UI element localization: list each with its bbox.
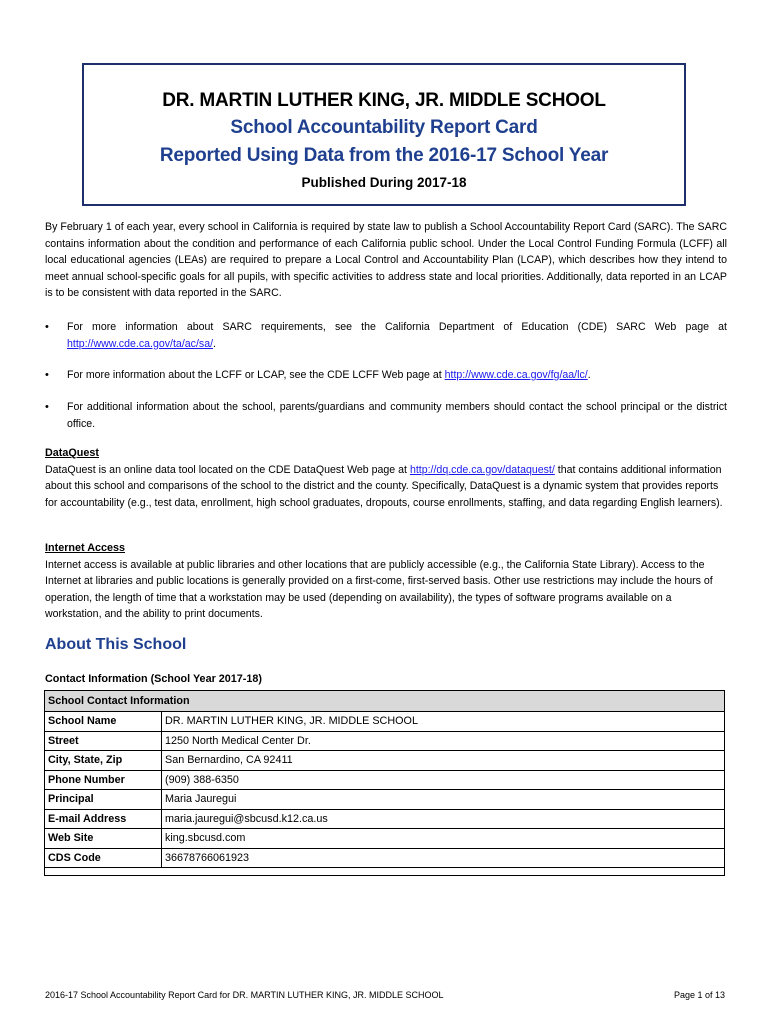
row-label: CDS Code <box>45 848 162 868</box>
page-number: Page 1 of 13 <box>673 990 725 1000</box>
table-row <box>45 829 725 849</box>
row-label: Phone Number <box>45 770 162 790</box>
row-value: San Bernardino, CA 92411 <box>162 751 725 771</box>
internet-access-text: Internet access is available at public libraries and other locations that are publicly accessible (e.g., the California State Library). Access to the Internet at libraries and public locations is generally provided on a first-come, first-served basis. Other use restrictions may include the hours of operation, the length of time that a workstation may be used (depending on availability), the types of software programs available on a workstation, and the ability to print documents. <box>45 558 713 621</box>
row-value: (909) 388-6350 <box>162 770 725 790</box>
bullet-icon: • <box>45 401 49 413</box>
row-value: maria.jauregui@sbcusd.k12.ca.us <box>162 809 725 829</box>
about-school-heading: About This School <box>45 636 187 653</box>
bullet-text: For more information about SARC requirements, see the California Department of Education (CDE) SARC Web page at http://www.cde.ca.gov/ta/ac/sa/. <box>67 321 727 350</box>
title-box <box>82 63 686 206</box>
table-spacer <box>45 868 725 876</box>
row-value: 36678766061923 <box>162 848 725 868</box>
published-line: Published During 2017-18 <box>301 175 467 190</box>
lcff-link[interactable]: http://www.cde.ca.gov/fg/aa/lc/ <box>444 369 588 381</box>
bullet-icon: • <box>45 321 49 333</box>
table-row <box>45 751 725 771</box>
intro-paragraph: By February 1 of each year, every school in California is required by state law to publish a School Accountability Report Card (SARC). The SARC contains information about the condition and performance of each California public school. Under the Local Control Funding Formula (LCFF) all local educational agencies (LEAs) are required to prepare a Local Control and Accountability Plan (LCAP), which describes how they intend to meet annual school-specific goals for all pupils, with specific activities to address state and local priorities. Additionally, data reported in an LCAP is to be consistent with data reported in the SARC. <box>45 221 727 300</box>
sarc-link[interactable]: http://www.cde.ca.gov/ta/ac/sa/ <box>67 337 214 350</box>
contact-info-caption: Contact Information (School Year 2017-18) <box>45 673 262 685</box>
table-row <box>45 809 725 829</box>
row-value: king.sbcusd.com <box>162 829 725 849</box>
dataquest-section <box>45 445 727 511</box>
internet-access-heading: Internet Access <box>45 542 126 554</box>
internet-access-section <box>45 540 727 623</box>
table-spacer-row <box>45 868 725 876</box>
table-row <box>45 712 725 732</box>
row-value: Maria Jauregui <box>162 790 725 810</box>
bullet-text: For more information about the LCFF or LCAP, see the CDE LCFF Web page at http://www.cde.ca.gov/fg/aa/lc/. <box>67 369 591 381</box>
school-name-title: DR. MARTIN LUTHER KING, JR. MIDDLE SCHOOL <box>162 90 606 111</box>
report-title: School Accountability Report Card <box>230 117 538 138</box>
row-value: 1250 North Medical Center Dr. <box>162 731 725 751</box>
row-label: Web Site <box>45 829 162 849</box>
report-subtitle: Reported Using Data from the 2016-17 School Year <box>159 145 609 166</box>
table-row <box>45 731 725 751</box>
school-contact-table <box>44 690 725 876</box>
table-row <box>45 790 725 810</box>
table-header-row <box>45 691 725 712</box>
row-label: City, State, Zip <box>45 751 162 771</box>
dataquest-link[interactable]: http://dq.cde.ca.gov/dataquest/ <box>409 463 555 476</box>
row-label: Street <box>45 731 162 751</box>
bullet-icon: • <box>45 369 49 381</box>
row-label: E-mail Address <box>45 809 162 829</box>
footer-title: 2016-17 School Accountability Report Card for DR. MARTIN LUTHER KING, JR. MIDDLE SCHOOL <box>45 990 444 1000</box>
row-label: School Name <box>45 712 162 732</box>
table-header: School Contact Information <box>45 691 725 712</box>
table-row <box>45 770 725 790</box>
row-label: Principal <box>45 790 162 810</box>
dataquest-heading: DataQuest <box>45 447 100 459</box>
row-value: DR. MARTIN LUTHER KING, JR. MIDDLE SCHOOL <box>162 712 725 732</box>
table-row <box>45 848 725 868</box>
dataquest-text: DataQuest is an online data tool located on the CDE DataQuest Web page at http://dq.cde.ca.gov/dataquest/ that contains additional information about this school and comparisons of the school to the district and the county. Specifically, DataQuest is a dynamic system that provides reports for accountability (e.g., test data, enrollment, high school graduates, dropouts, course enrollments, staffing, and data regarding English learners). <box>45 463 723 509</box>
bullet-text: For additional information about the school, parents/guardians and community members should contact the school principal or the district office. <box>67 401 727 430</box>
